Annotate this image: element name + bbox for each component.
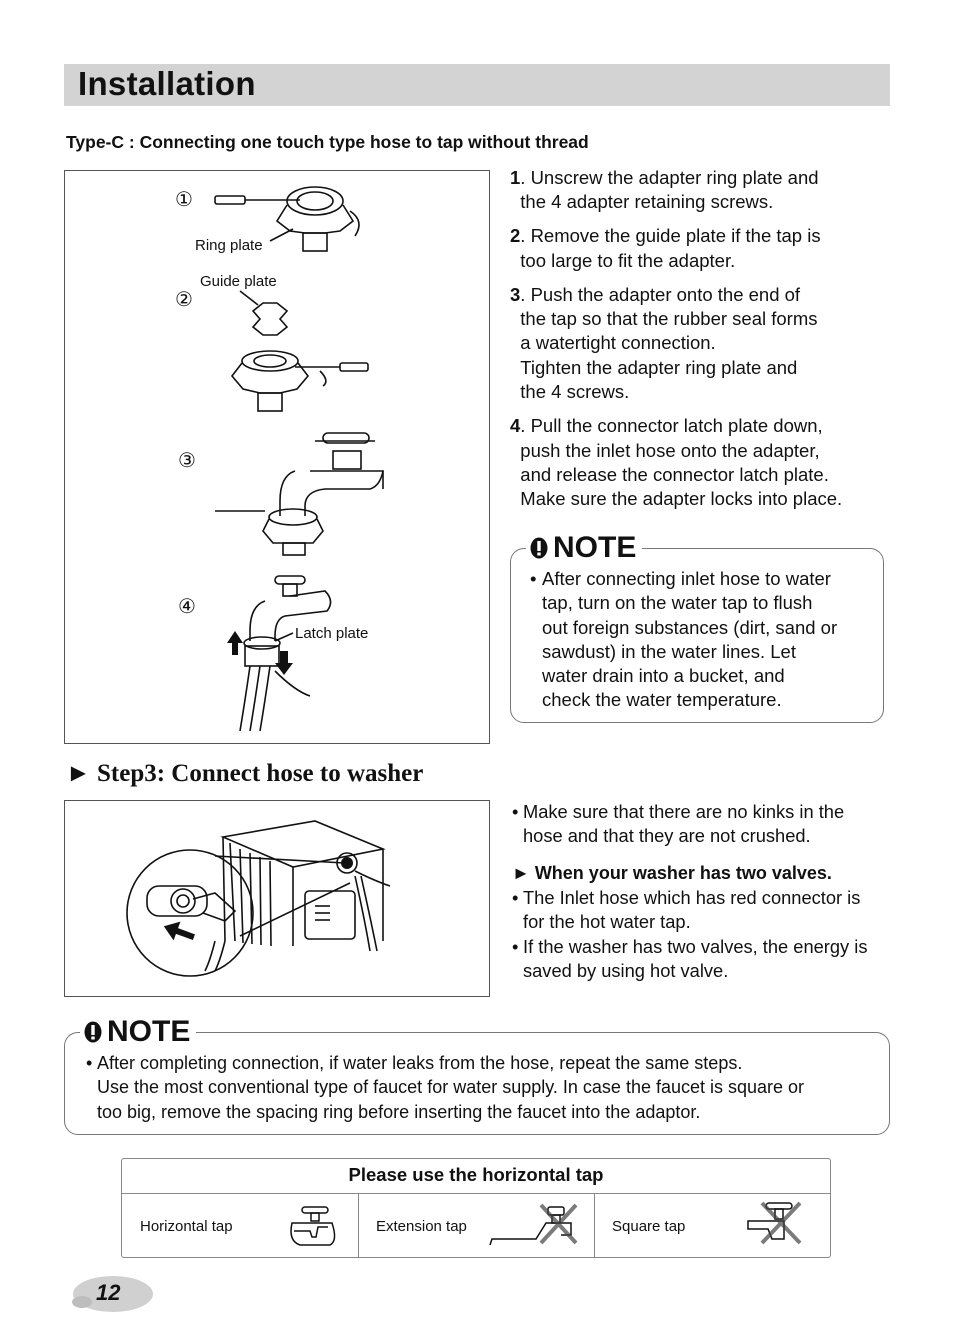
bullet-text-1: Make sure that there are no kinks in the hose and that they are not crushed. xyxy=(523,801,845,847)
step-number: 1 xyxy=(510,167,521,188)
note-text-1: After connecting inlet hose to water tap, turn on the water tap to flush out foreign substances (dirt, sand or sawdust) in the water lines. Let water drain into a bucket, and check the water temperature. xyxy=(542,568,838,711)
tap-cell-extension xyxy=(358,1193,595,1257)
marker-1: ① xyxy=(175,189,193,211)
note-title-text: NOTE xyxy=(107,1015,191,1048)
step-number: 2 xyxy=(510,225,521,247)
note-title-1 xyxy=(526,533,642,563)
bullet-text-2: The Inlet hose which has red connector is for the hot water tap. xyxy=(523,887,861,933)
step-text: . Remove the guide plate if the tap is too large to fit the adapter. xyxy=(520,225,821,271)
screwdriver-handle-icon xyxy=(215,196,245,204)
washer-illustration xyxy=(65,801,489,996)
rotate-arrow-icon xyxy=(350,211,359,236)
step-3 xyxy=(510,283,900,405)
step-text: . Unscrew the adapter ring plate and the 4 adapter retaining screws. xyxy=(520,167,819,213)
note-title-text: NOTE xyxy=(553,531,637,564)
page-title: Installation xyxy=(78,65,256,102)
step3-heading: ► Step3: Connect hose to washer xyxy=(66,760,424,787)
installation-steps xyxy=(510,166,900,521)
marker-4: ④ xyxy=(178,596,196,618)
bullet-text-3: If the washer has two valves, the energy is saved by using hot valve. xyxy=(523,936,868,982)
extension-tap-icon xyxy=(486,1201,586,1251)
page-number: 12 xyxy=(96,1280,121,1305)
step-2 xyxy=(510,224,900,273)
up-arrow-icon xyxy=(227,631,243,655)
latch-plate-label: Latch plate xyxy=(295,625,369,642)
note-text-2: After completing connection, if water leaks from the hose, repeat the same steps. Use the most conventional type of faucet for water supply. In case the faucet is square or too big, remove the spacing ring before inserting the faucet into the adaptor. xyxy=(97,1053,805,1122)
tap-handle-4-icon xyxy=(275,576,305,584)
bullet-mark-2: • xyxy=(512,887,519,908)
note-bullet-mark: • xyxy=(530,568,537,589)
adapter-figure xyxy=(64,170,490,744)
step-number: 4 xyxy=(510,415,521,437)
tap-table-heading: Please use the horizontal tap xyxy=(122,1159,830,1194)
header-bar xyxy=(64,64,890,106)
tap-cell-horizontal xyxy=(122,1193,359,1257)
section-subheading: Type-C : Connecting one touch type hose to tap without thread xyxy=(66,132,589,152)
tap-label: Horizontal tap xyxy=(140,1218,233,1235)
step-text: . Pull the connector latch plate down, push the inlet hose onto the adapter, and release the connector latch plate. Make sure the adapter locks into place. xyxy=(520,415,843,510)
step-text: . Push the adapter onto the end of the tap so that the rubber seal forms a watertight connection. Tighten the adapter ring plate and the 4 screws. xyxy=(520,283,818,403)
adapter-illustration xyxy=(65,171,489,743)
tap-table xyxy=(121,1158,831,1258)
ring-plate-label: Ring plate xyxy=(195,237,263,254)
marker-3: ③ xyxy=(178,450,196,472)
push-arrow-icon xyxy=(160,917,197,947)
adapter-body-icon xyxy=(242,351,298,371)
washer-figure xyxy=(64,800,490,997)
bullet-mark-3: • xyxy=(512,936,519,957)
down-arrow-icon xyxy=(275,651,293,675)
note-bullet-mark: • xyxy=(86,1053,93,1073)
ring-plate-icon xyxy=(287,187,343,215)
tap-cell-square xyxy=(594,1193,830,1257)
two-valves-heading: ► When your washer has two valves. xyxy=(512,863,832,883)
square-tap-icon xyxy=(744,1199,814,1249)
step-number: 3 xyxy=(510,283,521,305)
step-1 xyxy=(510,166,900,215)
guide-plate-icon xyxy=(253,303,287,335)
bullet-mark-1: • xyxy=(512,801,519,822)
warning-icon xyxy=(530,537,548,559)
step-4 xyxy=(510,414,900,512)
inlet-hose-icon xyxy=(240,666,270,731)
guide-plate-label: Guide plate xyxy=(200,273,277,290)
tap-label: Extension tap xyxy=(376,1218,467,1235)
marker-2: ② xyxy=(175,289,193,311)
horizontal-tap-icon xyxy=(282,1201,342,1251)
note-title-2 xyxy=(80,1017,196,1047)
tap-label: Square tap xyxy=(612,1218,686,1235)
warning-icon xyxy=(84,1021,102,1043)
